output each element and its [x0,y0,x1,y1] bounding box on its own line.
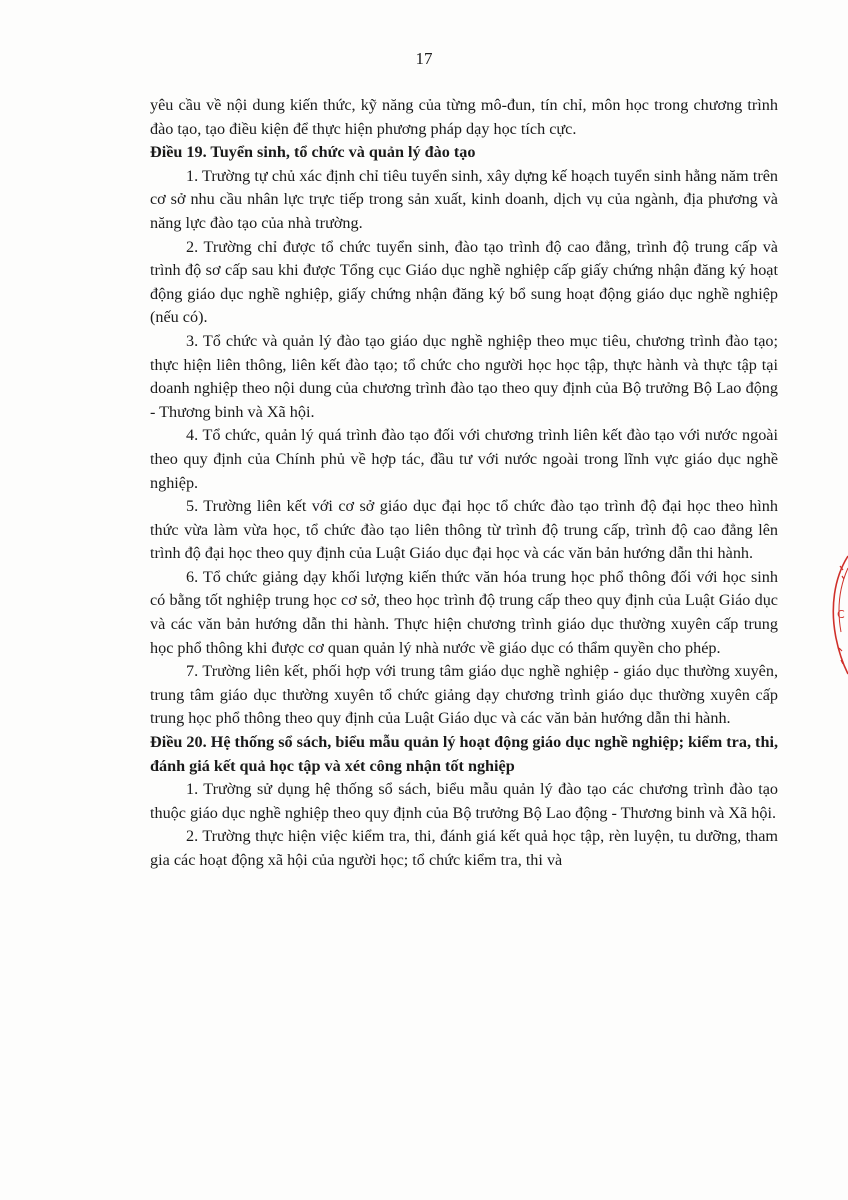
seal-fragment [826,548,848,678]
article-20-clause-1: 1. Trường sử dụng hệ thống sổ sách, biểu mẫu quản lý đào tạo các chương trình đào tạo thuộc giáo dục nghề nghiệp theo quy định của Bộ trưởng Bộ Lao động - Thương binh và Xã hội. [150,780,778,822]
article-20-heading: Điều 20. Hệ thống sổ sách, biểu mẫu quản lý hoạt động giáo dục nghề nghiệp; kiểm tra, thi, đánh giá kết quả học tập và xét công nhận tốt nghiệp [150,733,778,775]
paragraph-continuation: yêu cầu về nội dung kiến thức, kỹ năng của từng mô-đun, tín chỉ, môn học trong chương trình đào tạo, tạo điều kiện để thực hiện phương pháp dạy học tích cực. [150,96,778,138]
article-19-heading: Điều 19. Tuyển sinh, tổ chức và quản lý đào tạo [150,143,476,162]
article-19-clause-5: 5. Trường liên kết với cơ sở giáo dục đại học tổ chức đào tạo trình độ đại học theo hình thức vừa làm vừa học, tổ chức đào tạo liên thông từ trình độ trung cấp, trình độ cao đẳng lên trình độ đại học theo quy định của Luật Giáo dục đại học và các văn bản hướng dẫn thi hành. [150,497,778,563]
article-20-clause-2: 2. Trường thực hiện việc kiểm tra, thi, đánh giá kết quả học tập, rèn luyện, tu dưỡng, tham gia các hoạt động xã hội của người học; tổ chức kiểm tra, thi và [150,827,778,869]
svg-text:C: C [837,608,845,621]
article-19-clause-3: 3. Tổ chức và quản lý đào tạo giáo dục nghề nghiệp theo mục tiêu, chương trình đào tạo; thực hiện liên thông, liên kết đào tạo; tổ chức cho người học học tập, thực hành và thực tập tại doanh nghiệp theo nội dung của chương trình đào tạo theo quy định của Bộ trưởng Bộ Lao động - Thương binh và Xã hội. [150,331,778,421]
page-number: 17 [415,49,433,68]
article-19-clause-1: 1. Trường tự chủ xác định chỉ tiêu tuyển sinh, xây dựng kế hoạch tuyển sinh hằng năm trên cơ sở nhu cầu nhân lực trực tiếp trong sản xuất, kinh doanh, dịch vụ của ngành, địa phương và năng lực đào tạo của nhà trường. [150,166,778,232]
article-19-clause-4: 4. Tổ chức, quản lý quá trình đào tạo đối với chương trình liên kết đào tạo với nước ngoài theo quy định của Chính phủ về hợp tác, đầu tư với nước ngoài trong lĩnh vực giáo dục nghề nghiệp. [150,426,778,492]
document-body [150,94,778,873]
article-19-clause-6: 6. Tổ chức giảng dạy khối lượng kiến thức văn hóa trung học phổ thông đối với học sinh có bằng tốt nghiệp trung học cơ sở, theo học trình độ trung cấp theo quy định của Luật Giáo dục và các văn bản hướng dẫn thi hành. Thực hiện chương trình giáo dục thường xuyên cấp trung học phổ thông khi được cơ quan quản lý nhà nước về giáo dục có thẩm quyền cho phép. [150,567,778,657]
article-19-clause-2: 2. Trường chỉ được tổ chức tuyển sinh, đào tạo trình độ cao đẳng, trình độ trung cấp và trình độ sơ cấp sau khi được Tổng cục Giáo dục nghề nghiệp cấp giấy chứng nhận đăng ký hoạt động giáo dục nghề nghiệp, giấy chứng nhận đăng ký bổ sung hoạt động giáo dục nghề nghiệp (nếu có). [150,237,778,327]
seal-fragment-icon [826,548,848,678]
article-19-clause-7: 7. Trường liên kết, phối hợp với trung tâm giáo dục nghề nghiệp - giáo dục thường xuyên, trung tâm giáo dục thường xuyên tổ chức giảng dạy chương trình giáo dục thường xuyên cấp trung học phổ thông theo quy định của Luật Giáo dục và các văn bản hướng dẫn thi hành. [150,662,778,728]
